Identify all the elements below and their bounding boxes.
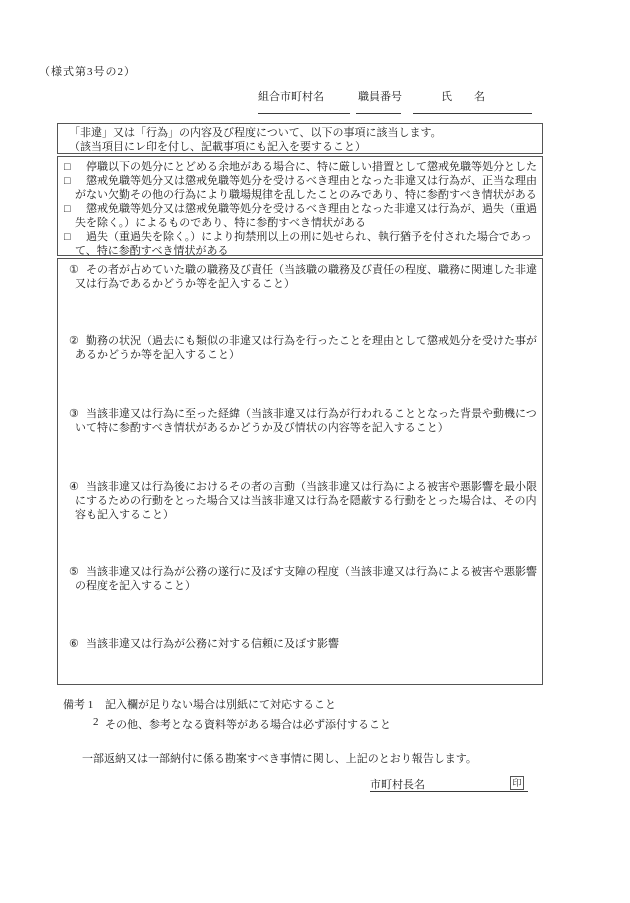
checkbox-item [58,202,542,216]
checkbox-unchecked-icon[interactable]: □ [64,203,71,215]
checkbox-item-text: 懲戒免職等処分又は懲戒免職等処分を受けるべき理由となった非違又は行為が、正当な理由 [86,175,537,187]
numbered-item-text: 当該非違又は行為が公務に対する信頼に及ぼす影響 [86,638,339,650]
municipality-fill-in-line[interactable] [258,113,350,114]
intro-line-2: （該当項目にレ印を付し、記載事項にも記入を要すること） [69,141,366,153]
numbered-item-text: 又は行為であるかどうか等を記入すること） [75,278,295,290]
note-text-1: 記入欄が足りない場合は別紙にて対応すること [105,699,336,711]
note-text-2: その他、参考となる資料等がある場合は必ず添付すること [105,719,391,731]
numbered-item-text: 勤務の状況（過去にも類似の非違又は行為を行ったことを理由として懲戒処分を受けた事が [86,335,537,347]
numbered-items-box [57,258,543,685]
item-number-4-icon: ④ [69,481,79,493]
name-fill-in-line[interactable] [413,113,532,114]
numbered-item-1[interactable] [58,263,542,291]
numbered-item-text: 容も記入すること） [75,509,174,521]
numbered-item-2[interactable] [58,334,542,362]
checkbox-unchecked-icon[interactable]: □ [64,175,71,187]
checkbox-item-text: 失を除く。）によるものであり、特に参酌すべき情状がある [75,217,367,229]
checkbox-item [58,230,542,244]
item-number-2-icon: ② [69,335,79,347]
mayor-signature-line[interactable] [370,774,528,792]
seal-mark-icon: 印 [510,776,524,790]
numbered-item-text: の程度を記入すること） [75,580,196,592]
numbered-item-text: その者が占めていた職の職務及び責任（当該職の職務及び責任の程度、職務に関連した非違 [86,264,537,276]
numbered-item-text: 当該非違又は行為後におけるその者の言動（当該非違又は行為による被害や悪影響を最小限 [86,481,537,493]
item-number-6-icon: ⑥ [69,638,79,650]
numbered-item-3[interactable] [58,407,542,435]
numbered-item-4[interactable] [58,480,542,522]
checkbox-item-text: がない欠勤その他の行為により職場規律を乱したことのみであり、特に参酌すべき情状がある [75,189,537,201]
field-label-name: 氏 名 [441,91,485,103]
field-label-employee-number: 職員番号 [358,91,402,103]
item-number-5-icon: ⑤ [69,566,79,578]
notes-heading: 備考 1 [63,699,94,711]
mayor-name-label: 市町村長名 [370,779,425,791]
item-number-1-icon: ① [69,264,79,276]
checkbox-item [58,160,542,174]
numbered-item-text: 当該非違又は行為が公務の遂行に及ぼす支障の程度（当該非違又は行為による被害や悪影響 [86,566,537,578]
closing-statement: 一部返納又は一部納付に係る勘案すべき事情に関し、上記のとおり報告します。 [82,753,477,765]
checkbox-item-text: て、特に参酌すべき情状がある [75,245,229,257]
numbered-item-6[interactable] [58,637,542,651]
numbered-item-text: にするための行動をとった場合又は当該非違又は行為を隠蔽する行動をとった場合は、その内 [75,495,537,507]
checkbox-item [58,174,542,188]
checkbox-item-text: 停職以下の処分にとどめる余地がある場合に、特に厳しい措置として懲戒免職等処分とした [86,161,537,173]
item-number-3-icon: ③ [69,408,79,420]
employee-number-fill-in-line[interactable] [356,113,401,114]
note-number-2: 2 [93,716,99,728]
numbered-item-text: あるかどうか等を記入すること） [75,349,240,361]
intro-box [57,123,543,154]
field-label-municipality: 組合市町村名 [258,91,324,103]
checkbox-unchecked-icon[interactable]: □ [64,161,71,173]
checkbox-section [57,156,543,256]
numbered-item-5[interactable] [58,565,542,593]
intro-line-1: 「非違」又は「行為」の内容及び程度について、以下の事項に該当します。 [69,127,442,139]
checkbox-unchecked-icon[interactable]: □ [64,231,71,243]
numbered-item-text: いて特に参酌すべき情状があるかどうか及び情状の内容等を記入すること） [75,422,449,434]
checkbox-item-text: 懲戒免職等処分又は懲戒免職等処分を受けるべき理由となった非違又は行為が、過失（重過 [86,203,537,215]
numbered-item-text: 当該非違又は行為に至った経緯（当該非違又は行為が行われることとなった背景や動機につ [86,408,537,420]
form-number: （様式第3号の2） [39,66,136,78]
checkbox-item-text: 過失（重過失を除く。）により拘禁刑以上の刑に処せられ、執行猶予を付された場合であっ [86,231,532,243]
